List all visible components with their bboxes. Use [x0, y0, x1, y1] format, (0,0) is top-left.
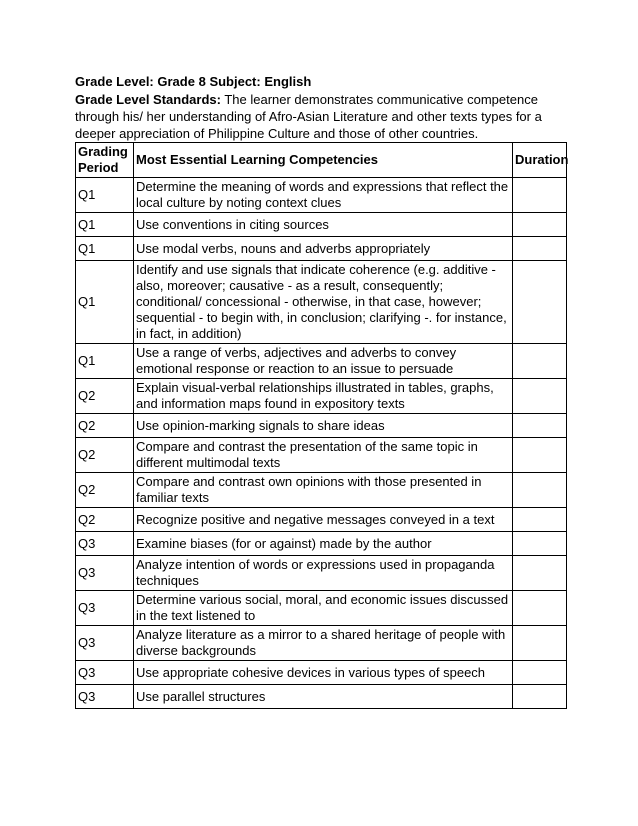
competency-cell: Analyze intention of words or expressions used in propaganda techniques: [134, 556, 513, 591]
duration-cell: [513, 473, 567, 508]
duration-cell: [513, 591, 567, 626]
period-cell: Q2: [76, 473, 134, 508]
period-cell: Q3: [76, 532, 134, 556]
document-page: [75, 73, 569, 709]
competency-cell: Determine the meaning of words and expressions that reflect the local culture by noting context clues: [134, 178, 513, 213]
competency-cell: Use a range of verbs, adjectives and adverbs to convey emotional response or reaction to an issue to persuade: [134, 344, 513, 379]
competency-cell: Use parallel structures: [134, 685, 513, 709]
table-header-row: [76, 143, 567, 178]
subject-value: English: [264, 74, 312, 89]
duration-cell: [513, 556, 567, 591]
duration-cell: [513, 237, 567, 261]
period-cell: Q3: [76, 626, 134, 661]
header-duration: Duration: [513, 143, 567, 178]
period-cell: Q3: [76, 591, 134, 626]
subject-label: Subject:: [209, 74, 261, 89]
period-cell: Q1: [76, 344, 134, 379]
competency-cell: Use appropriate cohesive devices in various types of speech: [134, 661, 513, 685]
duration-cell: [513, 661, 567, 685]
table-row: [76, 591, 567, 626]
duration-cell: [513, 178, 567, 213]
period-cell: Q2: [76, 379, 134, 414]
table-row: [76, 556, 567, 591]
standards-label: Grade Level Standards:: [75, 92, 221, 107]
table-row: [76, 213, 567, 237]
period-cell: Q3: [76, 661, 134, 685]
competency-cell: Analyze literature as a mirror to a shared heritage of people with diverse backgrounds: [134, 626, 513, 661]
table-row: [76, 532, 567, 556]
header-competencies: Most Essential Learning Competencies: [134, 143, 513, 178]
duration-cell: [513, 213, 567, 237]
competency-cell: Compare and contrast the presentation of the same topic in different multimodal texts: [134, 438, 513, 473]
table-row: [76, 237, 567, 261]
competency-cell: Use conventions in citing sources: [134, 213, 513, 237]
standards-text: The learner demonstrates communicative competence through his/ her understanding of Afro-Asian Literature and other texts types for a deeper appreciation of Philippine Culture and those of other countries.: [75, 92, 542, 141]
table-row: [76, 178, 567, 213]
table-row: [76, 414, 567, 438]
table-row: [76, 661, 567, 685]
table-row: [76, 379, 567, 414]
competency-cell: Use modal verbs, nouns and adverbs appropriately: [134, 237, 513, 261]
competency-cell: Examine biases (for or against) made by the author: [134, 532, 513, 556]
competency-cell: Identify and use signals that indicate coherence (e.g. additive - also, moreover; causative - as a result, consequently; conditional/ concessional - otherwise, in that case, however; sequential - to begin with, in conclusion; clarifying -. for instance, in fact, in addition): [134, 261, 513, 344]
duration-cell: [513, 438, 567, 473]
duration-cell: [513, 532, 567, 556]
period-cell: Q1: [76, 213, 134, 237]
grade-subject-line: [75, 73, 566, 91]
competency-cell: Determine various social, moral, and economic issues discussed in the text listened to: [134, 591, 513, 626]
table-row: [76, 261, 567, 344]
grade-level-label: Grade Level:: [75, 74, 154, 89]
header-grading-period: Grading Period: [76, 143, 134, 178]
period-cell: Q3: [76, 685, 134, 709]
table-row: [76, 438, 567, 473]
period-cell: Q2: [76, 508, 134, 532]
table-row: [76, 685, 567, 709]
competency-cell: Recognize positive and negative messages conveyed in a text: [134, 508, 513, 532]
competency-cell: Use opinion-marking signals to share ideas: [134, 414, 513, 438]
table-row: [76, 344, 567, 379]
competency-cell: Compare and contrast own opinions with those presented in familiar texts: [134, 473, 513, 508]
table-row: [76, 626, 567, 661]
competencies-table: [75, 142, 567, 709]
table-row: [76, 508, 567, 532]
duration-cell: [513, 626, 567, 661]
period-cell: Q2: [76, 414, 134, 438]
period-cell: Q1: [76, 237, 134, 261]
period-cell: Q1: [76, 178, 134, 213]
duration-cell: [513, 379, 567, 414]
period-cell: Q1: [76, 261, 134, 344]
duration-cell: [513, 508, 567, 532]
duration-cell: [513, 344, 567, 379]
duration-cell: [513, 685, 567, 709]
period-cell: Q3: [76, 556, 134, 591]
table-row: [76, 473, 567, 508]
duration-cell: [513, 261, 567, 344]
period-cell: Q2: [76, 438, 134, 473]
grade-level-value: Grade 8: [157, 74, 206, 89]
competency-cell: Explain visual-verbal relationships illustrated in tables, graphs, and information maps found in expository texts: [134, 379, 513, 414]
duration-cell: [513, 414, 567, 438]
grade-level-standards: [75, 91, 566, 142]
